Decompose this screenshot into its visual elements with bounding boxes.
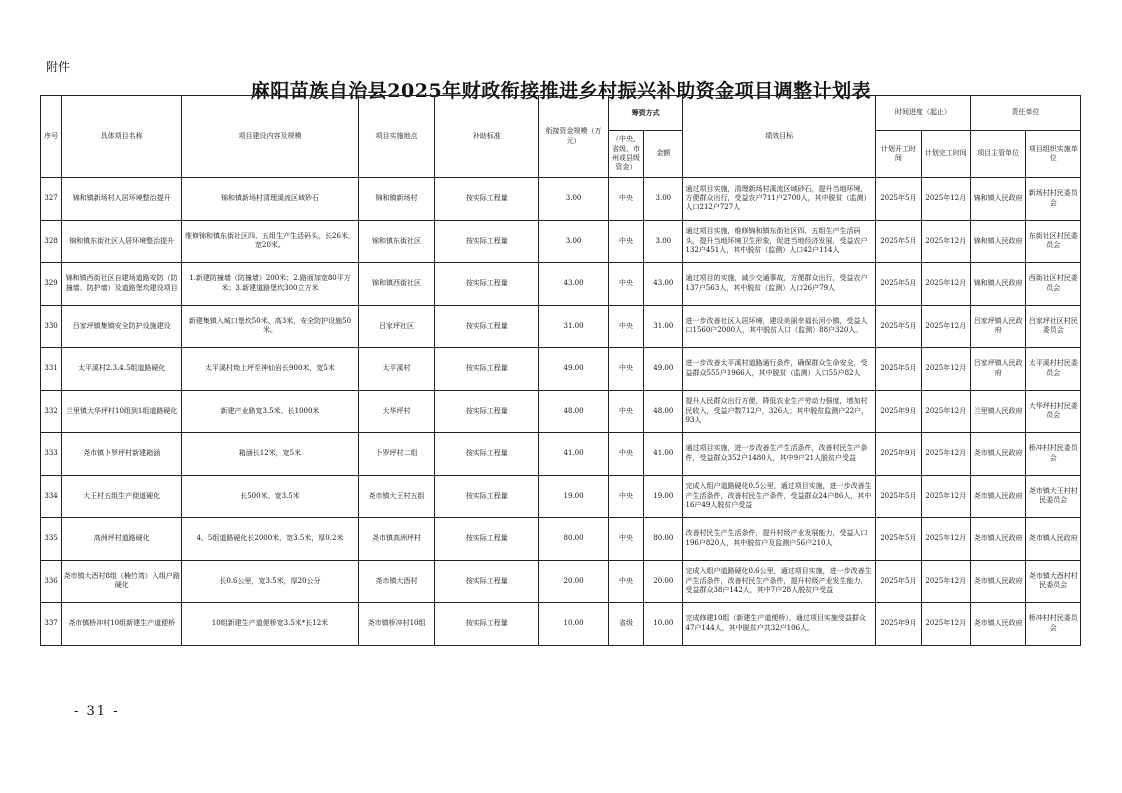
cell-scale: 48.00	[539, 390, 609, 433]
cell-content: 新建产业路宽3.5米、长1000米	[182, 390, 359, 433]
cell-standard: 按实际工程量	[435, 178, 539, 221]
cell-performance: 进一步改善社区人居环境，建设美丽幸福长河小镇，受益人口1560户2000人，其中脱贫人口（监测）88户320人。	[683, 305, 876, 348]
cell-start: 2025年5月	[876, 263, 921, 306]
header-responsible: 责任单位	[970, 96, 1080, 131]
cell-start: 2025年5月	[876, 178, 921, 221]
cell-scale: 19.00	[539, 475, 609, 518]
header-scale: 衔接资金规模（万元）	[539, 96, 609, 178]
document-title: 麻阳苗族自治县2025年财政衔接推进乡村振兴补助资金项目调整计划表	[250, 80, 872, 102]
cell-scale: 41.00	[539, 433, 609, 476]
cell-start: 2025年5月	[876, 348, 921, 391]
cell-content: 1.新建防撞墙（防撞墙）200米；2.路面加宽80平方米；3.新建道路堡坎300立方米	[182, 263, 359, 306]
cell-seq: 332	[41, 390, 62, 433]
table-row	[41, 475, 1081, 518]
table-row	[41, 518, 1081, 561]
cell-scale: 3.00	[539, 178, 609, 221]
cell-standard: 按实际工程量	[435, 603, 539, 646]
cell-source: 中央	[608, 220, 643, 263]
cell-source: 中央	[608, 475, 643, 518]
header-start: 计划开工时间	[876, 131, 921, 178]
cell-implementer: 大华坪村村民委员会	[1026, 390, 1081, 433]
cell-name: 太平溪村2.3.4.5组道路硬化	[62, 348, 182, 391]
cell-source: 中央	[608, 433, 643, 476]
cell-implementer: 尧市镇人民政府	[1026, 518, 1081, 561]
cell-seq: 331	[41, 348, 62, 391]
cell-end: 2025年12月	[921, 475, 970, 518]
cell-seq: 329	[41, 263, 62, 306]
cell-content: 长500米、宽3.5米	[182, 475, 359, 518]
cell-seq: 336	[41, 560, 62, 603]
cell-start: 2025年9月	[876, 433, 921, 476]
cell-amount: 43.00	[644, 263, 683, 306]
table-body	[41, 178, 1081, 646]
cell-seq: 334	[41, 475, 62, 518]
cell-name: 尧市镇大酉村8组（楠竹湾）入组户路硬化	[62, 560, 182, 603]
table-row	[41, 433, 1081, 476]
cell-name: 高洲坪村道路硬化	[62, 518, 182, 561]
cell-seq: 337	[41, 603, 62, 646]
cell-location: 大华坪村	[358, 390, 435, 433]
table-row	[41, 178, 1081, 221]
cell-end: 2025年12月	[921, 518, 970, 561]
cell-content: 箱涵长12米，宽5米	[182, 433, 359, 476]
cell-amount: 31.00	[644, 305, 683, 348]
cell-standard: 按实际工程量	[435, 305, 539, 348]
cell-content: 10组新建生产道便桥宽3.5米*长12米	[182, 603, 359, 646]
cell-seq: 333	[41, 433, 62, 476]
cell-performance: 改善村民生产生活条件，提升村级产业发展能力，受益人口196户820人，其中脱贫户及监测户56户210人	[683, 518, 876, 561]
table-row	[41, 305, 1081, 348]
cell-name: 兰里镇大华坪村10组到1组道路硬化	[62, 390, 182, 433]
cell-amount: 80.00	[644, 518, 683, 561]
cell-implementer: 尧市镇大王村村民委员会	[1026, 475, 1081, 518]
cell-supervisor: 吕家坪镇人民政府	[970, 348, 1025, 391]
cell-standard: 按实际工程量	[435, 263, 539, 306]
cell-source: 省级	[608, 603, 643, 646]
cell-location: 尧市镇桥冲村10组	[358, 603, 435, 646]
cell-end: 2025年12月	[921, 390, 970, 433]
cell-standard: 按实际工程量	[435, 433, 539, 476]
cell-name: 尧市镇卜罗坪村新建箱涵	[62, 433, 182, 476]
table-row	[41, 390, 1081, 433]
cell-amount: 10.00	[644, 603, 683, 646]
cell-performance: 通过项目实施，进一步改善生产生活条件，改善村民生产条件，受益群众352户1480人，其中9户21人脱贫户受益	[683, 433, 876, 476]
cell-scale: 80.00	[539, 518, 609, 561]
cell-supervisor: 锦和镇人民政府	[970, 263, 1025, 306]
cell-amount: 41.00	[644, 433, 683, 476]
table-row	[41, 603, 1081, 646]
cell-amount: 20.00	[644, 560, 683, 603]
header-standard: 补助标准	[435, 96, 539, 178]
cell-standard: 按实际工程量	[435, 475, 539, 518]
cell-scale: 10.00	[539, 603, 609, 646]
cell-implementer: 太平溪村村民委员会	[1026, 348, 1081, 391]
cell-location: 卜罗坪村二组	[358, 433, 435, 476]
header-funding-source: （中央、省级、市州或县级资金）	[608, 131, 643, 178]
project-table	[40, 95, 1081, 646]
cell-content: 维修锦和镇东街社区四、五组生产生活码头，长26米，宽20米。	[182, 220, 359, 263]
header-end: 计划完工时间	[921, 131, 970, 178]
cell-supervisor: 锦和镇人民政府	[970, 178, 1025, 221]
header-schedule: 时间进度（起止）	[876, 96, 971, 131]
cell-standard: 按实际工程量	[435, 348, 539, 391]
cell-location: 尧市镇大王村五组	[358, 475, 435, 518]
cell-scale: 31.00	[539, 305, 609, 348]
cell-performance: 通过项目实施，维修锦和镇东街社区四、五组生产生活码头，提升当地环境卫生形象，促进当地经济发展，受益农户132户451人，其中脱贫（监测）人口42户114人	[683, 220, 876, 263]
cell-content: 锦和镇新场村清理溪流区域砂石	[182, 178, 359, 221]
cell-standard: 按实际工程量	[435, 390, 539, 433]
cell-amount: 19.00	[644, 475, 683, 518]
cell-amount: 48.00	[644, 390, 683, 433]
cell-performance: 完成修建10组（新建生产道便桥），通过项目实施受益群众47户144人，其中脱贫户共32户106人。	[683, 603, 876, 646]
cell-end: 2025年12月	[921, 348, 970, 391]
page-number: - 31 -	[74, 704, 120, 719]
table-row	[41, 220, 1081, 263]
cell-source: 中央	[608, 305, 643, 348]
cell-location: 锦和镇东街社区	[358, 220, 435, 263]
annex-label: 附件	[46, 60, 71, 74]
cell-name: 大王村五组生产便道硬化	[62, 475, 182, 518]
cell-name: 吕家坪镇集镇安全防护设施建设	[62, 305, 182, 348]
cell-end: 2025年12月	[921, 305, 970, 348]
cell-source: 中央	[608, 518, 643, 561]
cell-supervisor: 吕家坪镇人民政府	[970, 305, 1025, 348]
cell-start: 2025年5月	[876, 305, 921, 348]
cell-scale: 49.00	[539, 348, 609, 391]
cell-scale: 3.00	[539, 220, 609, 263]
cell-source: 中央	[608, 178, 643, 221]
cell-end: 2025年12月	[921, 433, 970, 476]
cell-content: 4、5组道路硬化长2000米，宽3.5米，厚0.2米	[182, 518, 359, 561]
cell-performance: 通过项目的实施，减少交通事故，方便群众出行，受益农户137户563人，其中脱贫（监测）人口26户79人	[683, 263, 876, 306]
cell-performance: 通过项目实施，清理新场村溪流区域砂石，提升当地环境，方便群众出行，受益农户711户2700人，其中脱贫（监测）人口212户727人	[683, 178, 876, 221]
cell-supervisor: 锦和镇人民政府	[970, 220, 1025, 263]
cell-name: 锦和镇新场村人居环境整治提升	[62, 178, 182, 221]
header-implementer: 项目组织实施单位	[1026, 131, 1081, 178]
cell-location: 尧市镇大酉村	[358, 560, 435, 603]
header-funding-method: 筹资方式	[608, 96, 683, 131]
cell-supervisor: 尧市镇人民政府	[970, 518, 1025, 561]
cell-seq: 328	[41, 220, 62, 263]
cell-amount: 3.00	[644, 178, 683, 221]
cell-end: 2025年12月	[921, 220, 970, 263]
cell-seq: 330	[41, 305, 62, 348]
header-performance: 绩效目标	[683, 96, 876, 178]
cell-supervisor: 兰里镇人民政府	[970, 390, 1025, 433]
cell-end: 2025年12月	[921, 263, 970, 306]
cell-source: 中央	[608, 560, 643, 603]
cell-implementer: 桥冲村村民委员会	[1026, 433, 1081, 476]
cell-source: 中央	[608, 390, 643, 433]
cell-scale: 20.00	[539, 560, 609, 603]
cell-performance: 进一步改善太平溪村道路通行条件，确保群众生命安全，受益群众555户1966人，其中脱贫（监测）人口55户82人	[683, 348, 876, 391]
cell-location: 尧市镇高洲坪村	[358, 518, 435, 561]
cell-content: 太平溪村坳上坪至神仙岩长900米，宽5米	[182, 348, 359, 391]
cell-location: 锦和镇新场村	[358, 178, 435, 221]
cell-standard: 按实际工程量	[435, 560, 539, 603]
header-supervisor: 项目主管单位	[970, 131, 1025, 178]
cell-performance: 完成入组户道路硬化0.6公里，通过项目实施，进一步改善生产生活条件，改善村民生产条件，提升村级产业发生能力，受益群众38户142人，其中7户28人脱贫户受益	[683, 560, 876, 603]
table-row	[41, 560, 1081, 603]
cell-supervisor: 尧市镇人民政府	[970, 475, 1025, 518]
cell-supervisor: 尧市镇人民政府	[970, 560, 1025, 603]
cell-end: 2025年12月	[921, 560, 970, 603]
cell-name: 锦和镇东街社区人居环境整治提升	[62, 220, 182, 263]
cell-start: 2025年5月	[876, 475, 921, 518]
cell-supervisor: 尧市镇人民政府	[970, 603, 1025, 646]
cell-start: 2025年9月	[876, 390, 921, 433]
cell-content: 长0.6公里，宽3.5米，厚20公分	[182, 560, 359, 603]
cell-seq: 335	[41, 518, 62, 561]
cell-amount: 49.00	[644, 348, 683, 391]
cell-source: 中央	[608, 263, 643, 306]
cell-end: 2025年12月	[921, 178, 970, 221]
cell-name: 尧市镇桥冲村10组新建生产道便桥	[62, 603, 182, 646]
header-content: 项目建设内容及规模	[182, 96, 359, 178]
cell-implementer: 吕家坪社区村民委员会	[1026, 305, 1081, 348]
cell-standard: 按实际工程量	[435, 220, 539, 263]
cell-end: 2025年12月	[921, 603, 970, 646]
cell-location: 太平溪村	[358, 348, 435, 391]
header-seq: 序号	[41, 96, 62, 178]
cell-implementer: 新场村村民委员会	[1026, 178, 1081, 221]
cell-implementer: 尧市镇大酉村村民委员会	[1026, 560, 1081, 603]
cell-location: 吕家坪社区	[358, 305, 435, 348]
header-location: 项目实施地点	[358, 96, 435, 178]
cell-source: 中央	[608, 348, 643, 391]
cell-implementer: 西街社区村民委员会	[1026, 263, 1081, 306]
cell-performance: 提升人民群众出行方便，降低农业生产劳动力强度，增加村民收入，受益户数712户，326人；其中脱贫监测户22户，93人	[683, 390, 876, 433]
cell-name: 锦和镇西街社区自建场道路安防（防撞墙、防护墙）及道路堡坎建设项目	[62, 263, 182, 306]
table-row	[41, 348, 1081, 391]
cell-start: 2025年5月	[876, 518, 921, 561]
cell-amount: 3.00	[644, 220, 683, 263]
cell-start: 2025年5月	[876, 220, 921, 263]
cell-content: 新建集镇入城口堡坎50米、高3米，安全防护设施50米。	[182, 305, 359, 348]
cell-implementer: 桥冲村村民委员会	[1026, 603, 1081, 646]
cell-scale: 43.00	[539, 263, 609, 306]
table-row	[41, 263, 1081, 306]
cell-start: 2025年9月	[876, 603, 921, 646]
cell-supervisor: 尧市镇人民政府	[970, 433, 1025, 476]
cell-performance: 完成入组户道路硬化0.5公里，通过项目实施，进一步改善生产生活条件，改善村民生产条件，受益群众24户86人，其中16户49人脱贫户受益	[683, 475, 876, 518]
cell-standard: 按实际工程量	[435, 518, 539, 561]
cell-location: 锦和镇西街社区	[358, 263, 435, 306]
header-amount: 金额	[644, 131, 683, 178]
cell-seq: 327	[41, 178, 62, 221]
header-name: 具体项目名称	[62, 96, 182, 178]
cell-implementer: 东街社区村民委员会	[1026, 220, 1081, 263]
cell-start: 2025年5月	[876, 560, 921, 603]
